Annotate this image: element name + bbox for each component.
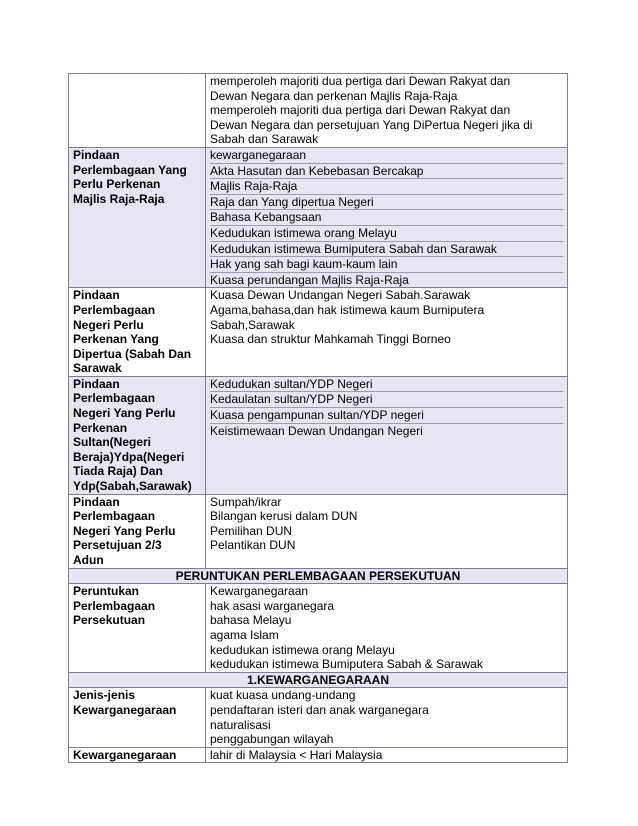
content-line: kedudukan istimewa Bumiputera Sabah & Sarawak — [210, 657, 483, 672]
content-line: Akta Hasutan dan Kebebasan Bercakap — [210, 164, 563, 180]
row-label-line: Jenis-jenis — [73, 688, 136, 703]
section-heading: 1.KEWARGANEGARAAN — [69, 672, 568, 688]
table-row — [69, 494, 568, 568]
row-label-line: Perkenan — [73, 420, 128, 435]
row-label-line: Negeri Yang Perlu — [73, 523, 176, 538]
row-label-line: Pindaan — [73, 288, 120, 303]
row-label-line: Perlembagaan Yang — [73, 162, 187, 177]
row-label-line: Pindaan — [73, 147, 120, 162]
table-row — [69, 288, 568, 377]
content-line: Bilangan kerusi dalam DUN — [210, 509, 358, 524]
content-line: naturalisasi — [210, 717, 271, 732]
row-label-line: Negeri Yang Perlu — [73, 406, 176, 421]
content-line: agama Islam — [210, 627, 279, 642]
row-content-cell — [206, 147, 568, 287]
document-table — [68, 73, 568, 763]
content-line: kewarganegaraan — [210, 148, 563, 164]
row-label-line: Perlembagaan — [73, 302, 156, 317]
content-line: Pemilihan DUN — [210, 523, 293, 538]
content-line: Kuasa perundangan Majlis Raja-Raja — [210, 272, 409, 287]
row-content-cell — [206, 584, 568, 673]
content-line: kedudukan istimewa orang Melayu — [210, 642, 395, 657]
table-row — [69, 376, 568, 494]
row-label-line: Persetujuan 2/3 — [73, 538, 162, 553]
row-label-line: Kewarganegaraan — [73, 747, 177, 762]
content-line: Majlis Raja-Raja — [210, 179, 563, 195]
row-content-cell — [206, 747, 568, 763]
table-row — [69, 747, 568, 763]
row-label-line: Beraja)Ydpa(Negeri — [73, 449, 185, 464]
content-line: Bahasa Kebangsaan — [210, 210, 563, 226]
row-content-cell — [206, 288, 568, 377]
row-label-line: Majlis Raja-Raja — [73, 191, 165, 206]
table-row — [69, 74, 568, 148]
row-label-line: Sarawak — [73, 361, 122, 376]
table-row — [69, 147, 568, 287]
row-label-cell — [69, 288, 206, 377]
table-row — [69, 688, 568, 747]
content-line: Kewarganegaraan — [210, 584, 309, 599]
content-line: Dewan Negara dan perkenan Majlis Raja-Raja — [210, 88, 458, 103]
content-line: lahir di Malaysia < Hari Malaysia — [210, 747, 383, 762]
content-line: Pelantikan DUN — [210, 538, 296, 553]
content-line: Hak yang sah bagi kaum-kaum lain — [210, 257, 563, 273]
content-line: memperoleh majoriti dua pertiga dari Dewan Rakyat dan — [210, 103, 511, 118]
row-label-cell — [69, 747, 206, 763]
content-line: Kuasa Dewan Undangan Negeri Sabah.Sarawak — [210, 288, 471, 303]
row-label-cell — [69, 376, 206, 494]
row-content-cell — [206, 376, 568, 494]
row-label-line: Peruntukan — [73, 584, 140, 599]
content-line: penggabungan wilayah — [210, 732, 334, 747]
row-content-cell — [206, 688, 568, 747]
content-line: Sabah dan Sarawak — [210, 132, 319, 147]
row-label-line: Negeri Perlu — [73, 317, 144, 332]
row-label-cell — [69, 584, 206, 673]
row-label-line: Perlembagaan — [73, 391, 156, 406]
content-line: Kuasa dan struktur Mahkamah Tinggi Borneo — [210, 332, 451, 347]
content-line: Sabah,Sarawak — [210, 317, 295, 332]
row-label-line: Perkenan Yang — [73, 332, 159, 347]
row-label-cell — [69, 147, 206, 287]
row-label-cell — [69, 74, 206, 148]
row-label-line: Adun — [73, 553, 104, 567]
row-label-line: Pindaan — [73, 376, 120, 391]
content-line: Raja dan Yang dipertua Negeri — [210, 195, 563, 211]
row-label-line: Perlembagaan — [73, 509, 156, 524]
row-label-line: Sultan(Negeri — [73, 435, 152, 450]
row-label-line: Dipertua (Sabah Dan — [73, 346, 192, 361]
content-line: kuat kuasa undang-undang — [210, 688, 356, 703]
row-label-line: Perlembagaan — [73, 598, 156, 613]
section-heading: PERUNTUKAN PERLEMBAGAAN PERSEKUTUAN — [69, 568, 568, 584]
content-line: Agama,bahasa,dan hak istimewa kaum Bumiputera — [210, 302, 485, 317]
row-content-cell — [206, 494, 568, 568]
row-label-cell — [69, 688, 206, 747]
content-line: Keistimewaan Dewan Undangan Negeri — [210, 423, 423, 438]
content-line: Kedudukan istimewa orang Melayu — [210, 226, 563, 242]
row-label-line: Pindaan — [73, 494, 120, 509]
row-label-line: Kewarganegaraan — [73, 702, 177, 717]
content-line: bahasa Melayu — [210, 613, 292, 628]
content-line: Kedaulatan sultan/YDP Negeri — [210, 392, 563, 408]
content-line: Dewan Negara dan persetujuan Yang DiPertua Negeri jika di — [210, 117, 533, 132]
content-line: pendaftaran isteri dan anak warganegara — [210, 702, 429, 717]
content-line: Kedudukan istimewa Bumiputera Sabah dan Sarawak — [210, 242, 563, 258]
content-line: memperoleh majoriti dua pertiga dari Dewan Rakyat dan — [210, 74, 511, 88]
content-line: Sumpah/ikrar — [210, 494, 282, 509]
content-line: Kedudukan sultan/YDP Negeri — [210, 377, 563, 393]
table-row — [69, 584, 568, 673]
row-label-line: Tiada Raja) Dan — [73, 464, 163, 479]
row-label-cell — [69, 494, 206, 568]
section-header-row — [69, 568, 568, 584]
section-header-row — [69, 672, 568, 688]
row-label-line: Ydp(Sabah,Sarawak) — [73, 479, 192, 494]
content-line: hak asasi warganegara — [210, 598, 335, 613]
content-line: Kuasa pengampunan sultan/YDP negeri — [210, 408, 563, 424]
row-label-line: Perlu Perkenan — [73, 177, 161, 192]
row-label-line: Persekutuan — [73, 613, 146, 628]
row-content-cell — [206, 74, 568, 148]
